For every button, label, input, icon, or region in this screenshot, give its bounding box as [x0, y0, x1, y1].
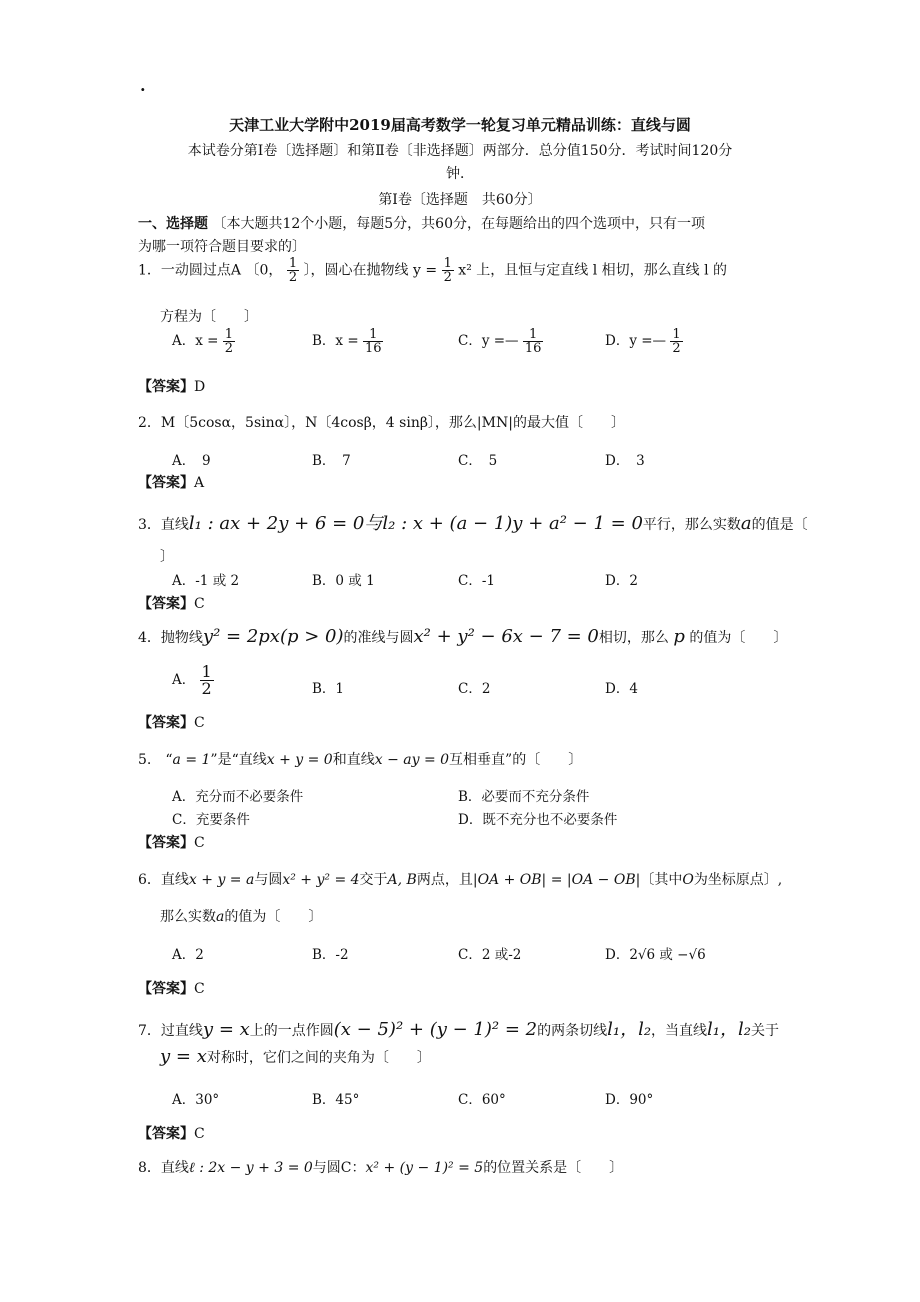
q7-option-a: A．30°: [172, 1092, 220, 1108]
q4-equation-2: x² + y² − 6x − 7 = 0: [413, 626, 599, 647]
q5-option-c: C．充要条件: [172, 812, 250, 828]
q7-text-f: y = x对称时，它们之间的夹角为〔 〕: [160, 1046, 431, 1067]
q6-option-d: D．2√6 或 −√6: [605, 947, 706, 963]
q6-option-c: C．2 或-2: [458, 947, 522, 963]
section-desc-2: 为哪一项符合题目要求的〕: [138, 239, 306, 255]
q7-answer: 【答案】C: [138, 1126, 205, 1142]
q2-answer: 【答案】A: [138, 475, 205, 491]
q7-option-d: D．90°: [605, 1092, 654, 1108]
document-title: 天津工业大学附中2019届高考数学一轮复习单元精品训练：直线与圆: [229, 116, 691, 134]
question-8: 8．直线ℓ : 2x − y + 3 = 0与圆C：x² + (y − 1)² = 5的位置关系是〔 〕: [138, 1160, 624, 1176]
question-1: [138, 257, 727, 284]
q3-option-c: C．-1: [458, 573, 495, 589]
q1-text-b: 〕，圆心在抛物线 y =: [303, 262, 438, 279]
question-7: 7．过直线y = x上的一点作圆(x − 5)² + (y − 1)² = 2的两条切线l₁，l₂，当直线l₁，l₂关于: [138, 1019, 779, 1040]
q3-option-d: D．2: [605, 573, 638, 589]
q6-answer: 【答案】C: [138, 981, 205, 997]
section-desc: 〔本大题共12个小题，每题5分，共60分，在每题给出的四个选项中，只有一项: [212, 216, 705, 232]
q4-equation-1: y² = 2px(p > 0): [202, 626, 344, 647]
page-dot: .: [140, 76, 146, 95]
q1-option-b: B．x = $\frac{1}{16}$: [312, 327, 382, 356]
question-2: 2．M〔5cosα，5sinα〕，N〔4cosβ，4 sinβ〕，那么|MN|的最大值〔 〕: [138, 415, 625, 431]
q7-option-c: C．60°: [458, 1092, 506, 1108]
section-heading: [138, 213, 705, 233]
q4-option-d: D．4: [605, 681, 638, 697]
q6-vector-equation: |OA + OB| = |OA − OB|: [472, 872, 641, 888]
question-5: 5. “a = 1”是“直线x + y = 0和直线x − ay = 0互相垂直”的〔 〕: [138, 752, 583, 768]
q3-option-a: A．-1 或 2: [172, 573, 240, 589]
q1-answer: 【答案】D: [138, 379, 206, 395]
q4-answer: 【答案】C: [138, 715, 205, 731]
q5-option-d: D．既不充分也不必要条件: [458, 812, 618, 828]
q3-equation: l₁ : ax + 2y + 6 = 0与l₂ : x + (a − 1)y + a² − 1 = 0: [188, 513, 643, 534]
q2-option-b: B． 7: [312, 453, 351, 469]
q1-frac-1: $\frac{1}{2}$: [288, 256, 298, 285]
q2-option-c: C． 5: [458, 453, 498, 469]
q1-option-d: D．y =— $\frac{1}{2}$: [605, 327, 681, 356]
q4-option-a: A． $\frac{1}{2}$: [172, 662, 212, 698]
q1-frac-2: $\frac{1}{2}$: [443, 256, 452, 285]
q5-answer: 【答案】C: [138, 835, 205, 851]
part-one-heading: 第Ⅰ卷〔选择题 共60分〕: [378, 192, 542, 208]
q5-option-a: A．充分而不必要条件: [172, 789, 304, 805]
q3-option-b: B．0 或 1: [312, 573, 375, 589]
question-4: 4．抛物线y² = 2px(p > 0)的准线与圆x² + y² − 6x − 7 = 0相切，那么 p 的值为〔 〕: [138, 626, 788, 647]
q2-option-d: D． 3: [605, 453, 645, 469]
q1-text-d: 方程为〔 〕: [160, 309, 258, 325]
q1-text-a: 1．一动圆过点A 〔0，: [138, 262, 283, 279]
q4-option-c: C．2: [458, 681, 491, 697]
question-3: 3．直线l₁ : ax + 2y + 6 = 0与l₂ : x + (a − 1)y + a² − 1 = 0平行，那么实数a的值是〔: [138, 513, 808, 534]
q1-text-c: x² 上，且恒与定直线 l 相切，那么直线 l 的: [458, 262, 728, 279]
intro-line-2: 钟．: [446, 166, 474, 182]
q6-option-b: B．-2: [312, 947, 349, 963]
q2-option-a: A． 9: [172, 453, 211, 469]
q7-circle-equation: (x − 5)² + (y − 1)² = 2: [333, 1019, 538, 1040]
section-title: 一、选择题: [138, 216, 208, 232]
q4-option-b: B．1: [312, 681, 345, 697]
intro-line-1: 本试卷分第Ⅰ卷〔选择题〕和第Ⅱ卷〔非选择题〕两部分．总分值150分．考试时间120分: [187, 143, 733, 159]
q7-option-b: B．45°: [312, 1092, 360, 1108]
q6-text-g: 那么实数a的值为〔 〕: [160, 909, 323, 925]
q6-option-a: A．2: [172, 947, 204, 963]
q1-option-a: A．x = $\frac{1}{2}$: [172, 327, 234, 356]
q3-answer: 【答案】C: [138, 596, 205, 612]
question-6: 6．直线x + y = a与圆x² + y² = 4交于A, B两点，且|OA + OB| = |OA − OB|〔其中O为坐标原点〕,: [138, 872, 783, 888]
q5-option-b: B．必要而不充分条件: [458, 789, 590, 805]
q1-option-c: C．y =— $\frac{1}{16}$: [458, 327, 542, 356]
q3-text-d: 〕: [160, 549, 174, 565]
